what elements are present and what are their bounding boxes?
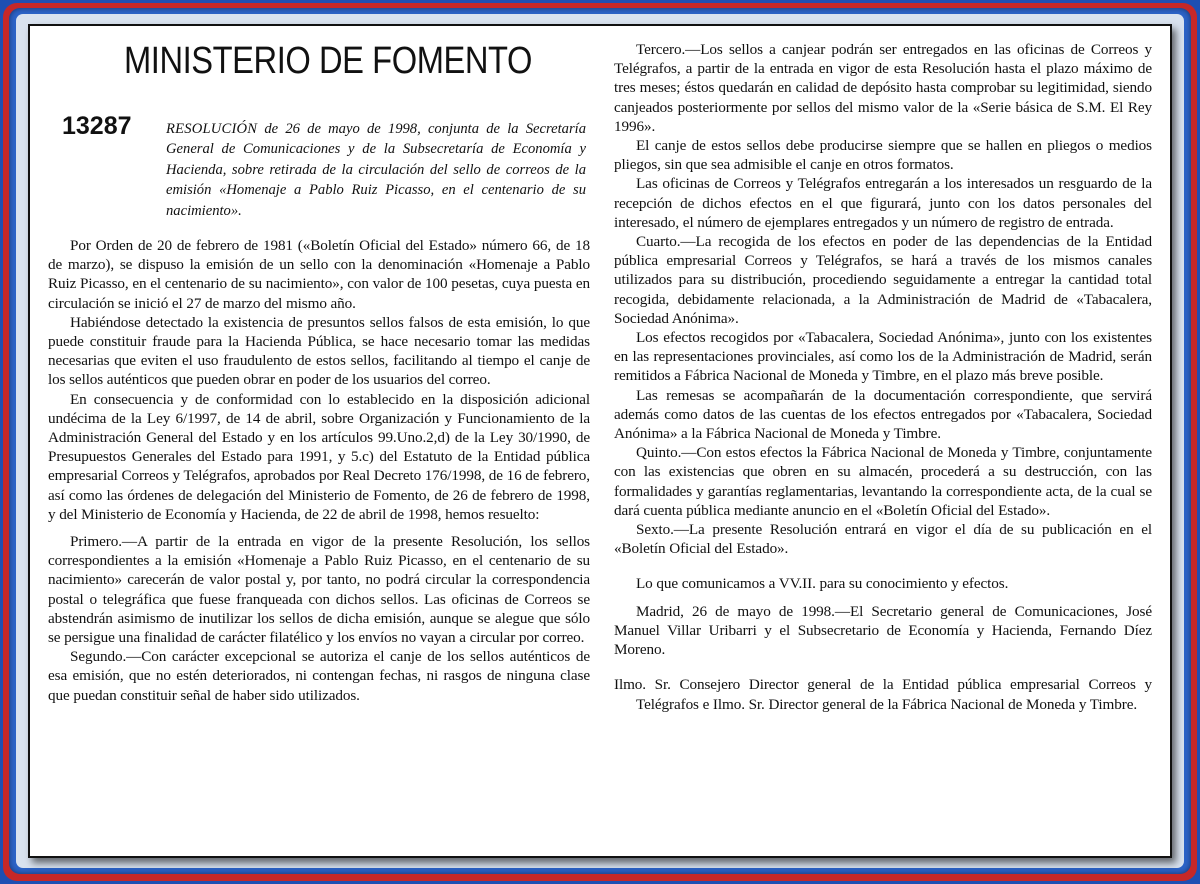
resolution-title — [166, 119, 586, 221]
resolution-title-lead: RESOLUCIÓN — [166, 121, 258, 137]
resolution-title-text: de 26 de mayo de 1998, conjunta de la Secretaría General de Comunicaciones y de la Subsecretaría de Economía y Hacienda, sobre retirada de la circulación del sello de correos de la emisión «Homenaje a Pablo Ruiz Picasso, en el centenario de su nacimiento». — [166, 121, 586, 219]
closing-communication: Lo que comunicamos a VV.II. para su conocimiento y efectos. — [636, 575, 1009, 593]
paragraph-efectos: Los efectos recogidos por «Tabacalera, Sociedad Anónima», junto con los existentes en las representaciones provinciales, así como los de la Administración de Madrid, serán remitidos a Fábrica Nacional de Moneda y Timbre, en el plazo más breve posible. — [614, 329, 1152, 385]
ministry-heading: MINISTERIO DE FOMENTO — [124, 40, 532, 82]
right-body — [614, 40, 1152, 714]
paragraph-preamble-2: Habiéndose detectado la existencia de presuntos sellos falsos de esta emisión, lo que puede constituir fraude para la Hacienda Pública, se hace necesario tomar las medidas necesarias que eviten el uso fraudulento de estos sellos, facilitando al tiempo el canje de los sellos auténticos que pueden obrar en poder de los usuarios del correo. — [48, 313, 590, 389]
paragraph-canje: El canje de estos sellos debe producirse siempre que se hallen en pliegos o medios pliegos, sin que sea admisible el canje en otros formatos. — [614, 137, 1152, 174]
paragraph-preamble-3: En consecuencia y de conformidad con lo establecido en la disposición adicional undécima de la Ley 6/1997, de 14 de abril, sobre Organización y Funcionamiento de la Administración General del Estado y en los artículos 99.Uno.2,d) de la Ley 30/1990, de Presupuestos Generales del Estado para 1991, y 5.c) del Estatuto de la Entidad pública empresarial Correos y Telégrafos, aprobados por Real Decreto 176/1998, de 16 de febrero, así como las órdenes de delegación del Ministerio de Fomento, de 26 de febrero de 1998, y del Ministerio de Economía y Hacienda, de 22 de abril de 1998, hemos resuelto: — [48, 390, 590, 523]
left-body — [48, 236, 590, 705]
paragraph-resguardo: Las oficinas de Correos y Telégrafos entregarán a los interesados un resguardo de la recepción de dichos efectos en el que figurará, junto con los datos personales del interesado, el número de ejemplares entregados y un número de registro de entrada. — [614, 175, 1152, 231]
paragraph-preamble-1: Por Orden de 20 de febrero de 1981 («Boletín Oficial del Estado» número 66, de 18 de marzo), se dispuso la emisión de un sello con la denominación «Homenaje a Pablo Ruiz Picasso, en el centenario de su nacimiento», con valor de 100 pesetas, cuya puesta en circulación se inició el 27 de marzo del mismo año. — [48, 237, 590, 312]
paragraph-remesas: Las remesas se acompañarán de la documentación correspondiente, que servirá además como datos de las cuentas de los efectos entregados por «Tabacalera, Sociedad Anónima» a la Fábrica Nacional de Moneda y Timbre. — [614, 386, 1152, 443]
paragraph-primero: Primero.—A partir de la entrada en vigor de la presente Resolución, los sellos correspondientes a la emisión «Homenaje a Pablo Ruiz Picasso, en el centenario de su nacimiento» carecerán de valor postal y, por tanto, no podrá circular la correspondencia postal o telegráfica que fuese franqueada con dichos sellos. Las oficinas de Correos se abstendrán asimismo de inutilizar los sellos de dicha emisión, aunque se alegue que sólo se persigue una finalidad de carácter filatélico y los envíos no vayan a circular por correo. — [48, 533, 590, 647]
paragraph-tercero: Tercero.—Los sellos a canjear podrán ser entregados en las oficinas de Correos y Telégrafos, a partir de la entrada en vigor de esta Resolución hasta el plazo máximo de tres meses; éstos quedarán en calidad de depósito hasta comprobar su legitimidad, siendo canjeados posteriormente por sellos del mismo valor de la «Serie básica de S.M. El Rey 1996». — [614, 41, 1152, 135]
closing-addressee: Ilmo. Sr. Consejero Director general de la Entidad pública empresarial Correos y Telégrafos e Ilmo. Sr. Director general de la Fábrica Nacional de Moneda y Timbre. — [614, 676, 1152, 713]
resolution-number: 13287 — [62, 112, 132, 140]
closing-signature: Madrid, 26 de mayo de 1998.—El Secretario general de Comunicaciones, José Manuel Villar Uribarri y el Subsecretario de Economía y Hacienda, Fernando Díez Moreno. — [614, 602, 1152, 659]
paragraph-quinto: Quinto.—Con estos efectos la Fábrica Nacional de Moneda y Timbre, conjuntamente con las existencias que obren en su almacén, procederá a su destrucción, con las formalidades y garantías reglamentarias, levantando la correspondiente acta, de la cual se dará cuenta pública mediante anuncio en el «Boletín Oficial del Estado». — [614, 444, 1152, 519]
paragraph-sexto: Sexto.—La presente Resolución entrará en vigor el día de su publicación en el «Boletín Oficial del Estado». — [614, 521, 1152, 558]
paragraph-cuarto: Cuarto.—La recogida de los efectos en poder de las dependencias de la Entidad pública empresarial Correos y Telégrafos, se hará a través de los mismos canales utilizados para su distribución, procediendo seguidamente a entregar la cantidad total recogida, debidamente relacionada, a la Administración de Madrid de «Tabacalera, Sociedad Anónima». — [614, 233, 1152, 327]
paragraph-segundo: Segundo.—Con carácter excepcional se autoriza el canje de los sellos auténticos de esa emisión, que no estén deteriorados, ni contengan fechas, ni rasgos de ninguna clase que puedan constituir señal de haber sido utilizados. — [48, 648, 590, 704]
document-page — [28, 24, 1172, 858]
